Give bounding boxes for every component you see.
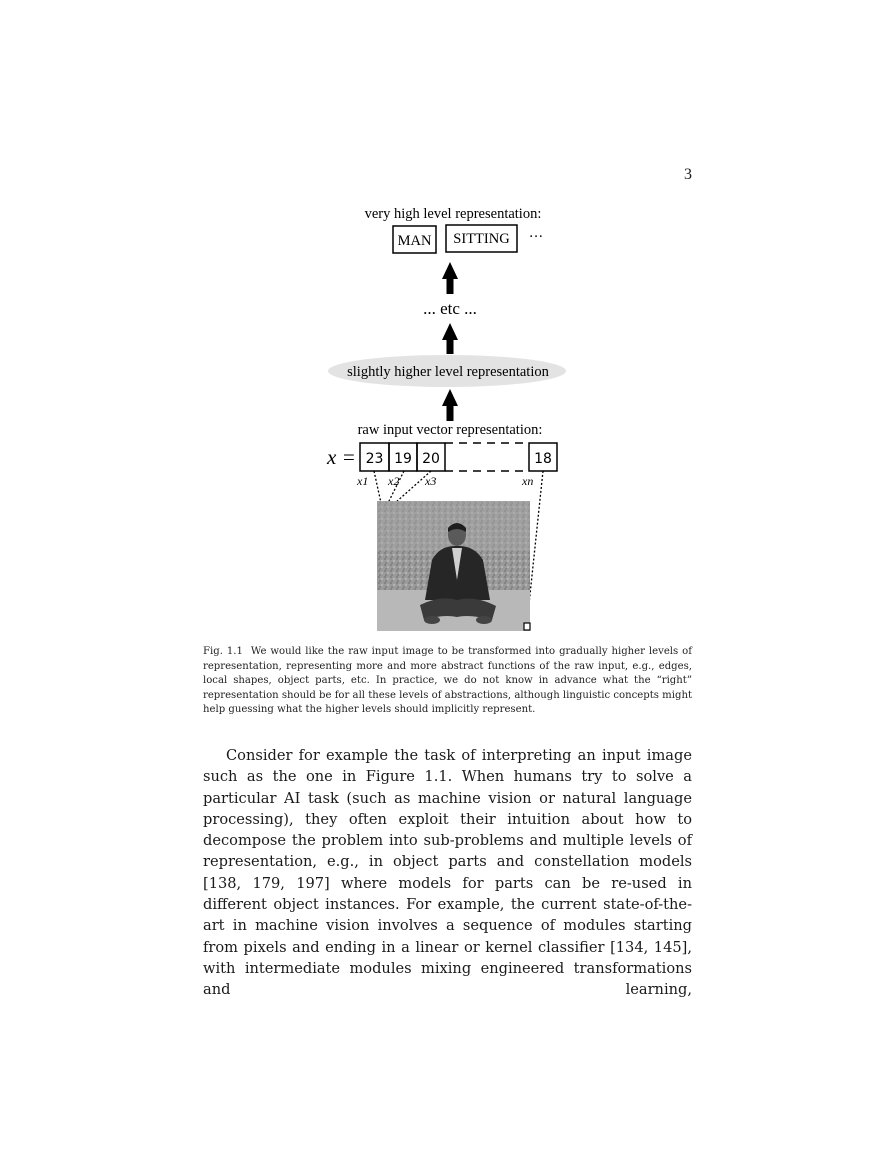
figure-caption bbox=[203, 645, 692, 718]
index-label-xn: xn bbox=[522, 474, 534, 488]
caption-text: We would like the raw input image to be transformed into gradually higher levels of representation, representing more and more abstract functions of the raw input, e.g., edges, local shapes, object parts, etc. In practice, we do not know in advance what the “right” representation should be for all these levels of abstractions, although linguistic concepts might help guessing what the higher levels should implicitly represent. bbox=[203, 646, 692, 716]
very-high-level-label: very high level representation: bbox=[364, 206, 542, 222]
concept-man-text: MAN bbox=[397, 233, 432, 249]
index-label-x2: x2 bbox=[388, 474, 400, 488]
body-paragraph: Consider for example the task of interpreting an input image such as the one in Figure 1.1. When humans try to solve a particular AI task (such as machine vision or natural language processing), they often exploit their intuition about how to decompose the problem into sub-problems and multiple levels of representation, e.g., in object parts and constellation models [138, 179, 197] where models for parts can be re-used in different object instances. For example, the current state-of-the-art in machine vision involves a sequence of modules starting from pixels and ending in a linear or kernel classifier [134, 145], with intermediate modules mixing engineered transformations and learning, bbox=[203, 747, 692, 999]
up-arrow-icon bbox=[442, 389, 458, 421]
vector-value: 18 bbox=[534, 451, 552, 467]
vector-value: 20 bbox=[422, 451, 440, 467]
body-text bbox=[203, 745, 692, 1001]
pixel-highlight-box-n bbox=[524, 623, 530, 630]
input-photo bbox=[377, 501, 530, 631]
caption-label: Fig. 1.1 bbox=[203, 646, 243, 657]
vector-value: 23 bbox=[365, 451, 384, 467]
etc-label: ... etc ... bbox=[423, 299, 477, 318]
concept-sitting-text: SITTING bbox=[453, 231, 510, 247]
vector-value: 19 bbox=[394, 451, 412, 467]
index-label-x3: x3 bbox=[425, 474, 437, 488]
page-number: 3 bbox=[684, 166, 692, 183]
up-arrow-icon bbox=[442, 323, 458, 354]
index-label-x1: x1 bbox=[357, 474, 369, 488]
middle-representation-label: slightly higher level representation bbox=[347, 364, 549, 380]
up-arrow-icon bbox=[442, 262, 458, 294]
concept-ellipsis: ··· bbox=[528, 229, 544, 245]
vector-symbol: x = bbox=[327, 445, 356, 469]
raw-input-label: raw input vector representation: bbox=[357, 422, 543, 438]
